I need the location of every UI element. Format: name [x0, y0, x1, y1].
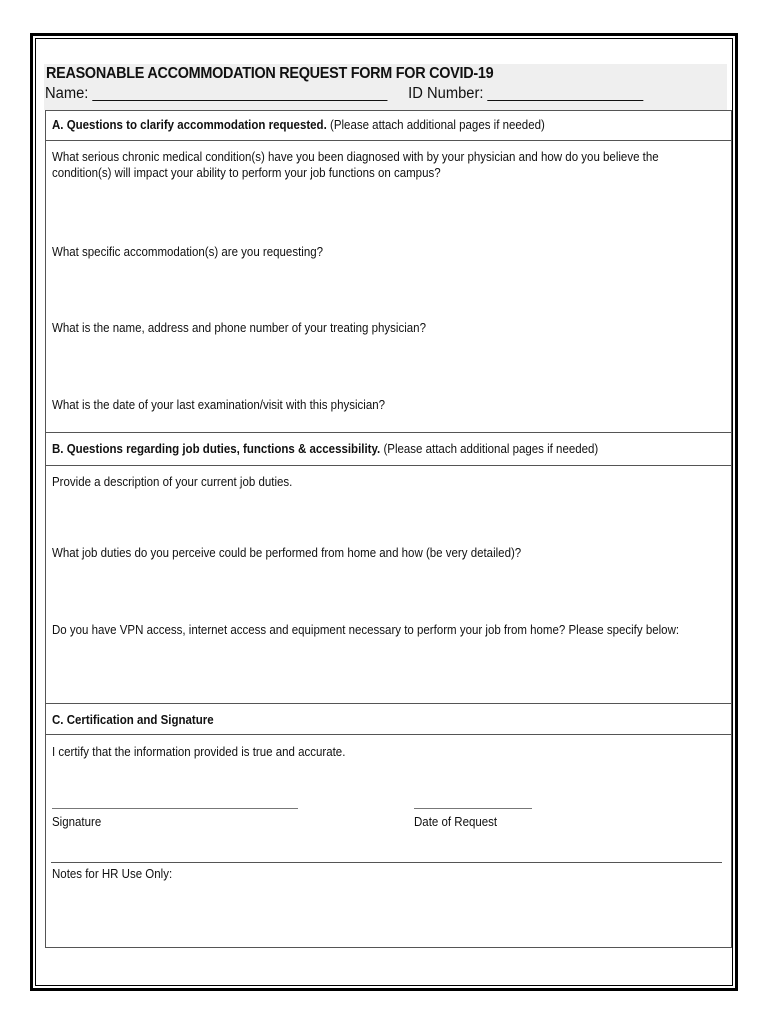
id-number-field-label: ID Number: ___________________ — [408, 85, 644, 102]
question-last-visit: What is the date of your last examination/visit with this physician? — [52, 398, 386, 412]
section-b-divider — [45, 465, 732, 466]
hr-notes-label: Notes for HR Use Only: — [52, 867, 173, 881]
question-vpn-access: Do you have VPN access, internet access and equipment necessary to perform your job from home? Please specify below: — [52, 623, 680, 637]
section-a-heading — [52, 118, 545, 132]
question-physician: What is the name, address and phone number of your treating physician? — [52, 321, 426, 335]
section-a-title: A. Questions to clarify accommodation requested. — [52, 118, 327, 132]
date-of-request-label: Date of Request — [414, 815, 498, 829]
date-line — [414, 808, 532, 809]
certification-statement: I certify that the information provided is true and accurate. — [52, 745, 346, 759]
section-a-note: (Please attach additional pages if needed) — [329, 118, 545, 132]
section-c-divider — [45, 734, 732, 735]
question-medical-condition: What serious chronic medical condition(s) have you been diagnosed with by your physician and how do you believe the condition(s) will impact your ability to perform your job functions on campus? — [52, 150, 659, 180]
hr-notes-divider — [51, 862, 722, 863]
section-c-title: C. Certification and Signature — [52, 713, 214, 727]
question-accommodation: What specific accommodation(s) are you requesting? — [52, 245, 324, 259]
section-a-divider — [45, 140, 732, 141]
signature-line — [52, 808, 298, 809]
section-c-top-divider — [45, 703, 732, 704]
section-b-heading — [52, 442, 598, 456]
name-id-line — [45, 85, 643, 103]
section-b-title: B. Questions regarding job duties, functions & accessibility. — [52, 442, 381, 456]
section-b-top-divider — [45, 432, 732, 433]
section-b-note: (Please attach additional pages if needed) — [383, 442, 599, 456]
name-field-label: Name: ____________________________________ — [45, 85, 388, 102]
question-job-duties: Provide a description of your current job duties. — [52, 475, 293, 489]
section-c-heading — [52, 713, 214, 727]
signature-label: Signature — [52, 815, 102, 829]
form-title: REASONABLE ACCOMMODATION REQUEST FORM FOR COVID-19 — [46, 65, 494, 82]
question-home-duties: What job duties do you perceive could be performed from home and how (be very detailed)? — [52, 546, 522, 560]
